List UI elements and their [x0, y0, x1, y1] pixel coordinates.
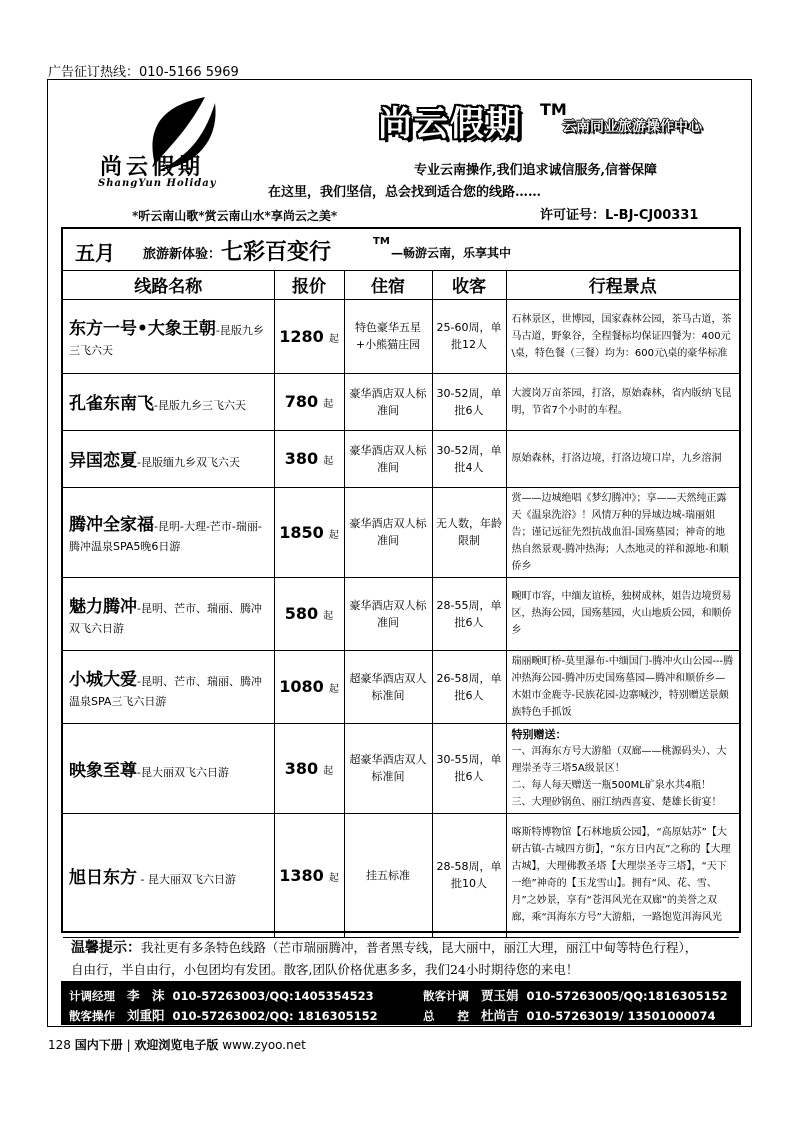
logo-subtitle: ShangYun Holiday — [98, 178, 217, 189]
contact-item — [423, 986, 728, 1004]
table-row — [63, 373, 739, 430]
guests-cell: 30-55周，单批6人 — [432, 723, 506, 813]
route-name-cell — [63, 813, 274, 937]
route-desc: -昆大丽双飞六日游 — [137, 765, 229, 779]
route-desc: -昆明-大理-芒市-瑞丽-腾冲温泉SPA5晚6日游 — [69, 520, 262, 553]
contact-bar — [61, 981, 741, 1025]
price-suffix: 起 — [323, 765, 334, 777]
gift-line: 一、洱海东方号大游船（双廊——桃源码头）、大理崇圣寺三塔5A级景区！ — [511, 745, 727, 774]
sights-cell: 畹町市容，中缅友谊桥，独树成林，姐告边境贸易区，热海公园，国殇墓园，火山地质公园，和顺侨乡 — [506, 577, 739, 650]
guests-cell: 无人数，年龄限制 — [432, 487, 506, 577]
contact-name: 贾玉娟 — [481, 988, 519, 1003]
routes-panel — [61, 227, 741, 933]
banner-tagline: —畅游云南，乐享其中 — [391, 246, 512, 260]
route-name: 旭日东方 — [69, 867, 137, 888]
route-name-cell — [63, 430, 274, 487]
banner-month: 五月 — [75, 241, 115, 265]
price-suffix: 起 — [323, 399, 334, 410]
price-cell — [274, 373, 344, 430]
route-name: 东方一号•大象王朝 — [69, 319, 216, 339]
price-cell — [274, 723, 344, 813]
hotel-cell: 豪华酒店双人标准间 — [344, 430, 432, 487]
table-row — [63, 487, 739, 577]
price-cell — [274, 430, 344, 487]
route-desc: -昆明、芒市、瑞丽、腾冲双飞六日游 — [69, 601, 262, 635]
header-guests: 收客 — [432, 271, 506, 299]
contact-name: 刘重阳 — [127, 1008, 165, 1023]
page-footer: 128 国内下册 | 欢迎浏览电子版 www.zyoo.net — [48, 1038, 306, 1052]
hotel-cell: 豪华酒店双人标准间 — [344, 577, 432, 650]
guests-cell: 30-52周，单批4人 — [432, 430, 506, 487]
slogan-line-1: 专业云南操作,我们追求诚信服务,信誉保障 — [414, 163, 658, 178]
price-cell — [274, 577, 344, 650]
contact-info: 010-57263005/QQ:1816305152 — [526, 989, 728, 1003]
guests-cell: 25-60周，单批12人 — [432, 299, 506, 373]
route-name: 映象至尊 — [69, 760, 137, 781]
route-name-cell — [63, 650, 274, 723]
gift-line: 三、大理砂锅鱼、丽江纳西喜宴、楚雄长街宴！ — [511, 796, 722, 808]
sights-cell: 原始森林，打洛边境，打洛边境口岸，九乡溶洞 — [506, 430, 739, 487]
route-name: 小城大爱 — [69, 669, 137, 690]
price-suffix: 起 — [328, 333, 339, 345]
contact-item — [69, 1006, 378, 1024]
banner-title: 七彩百变行 — [221, 240, 332, 265]
sights-cell: 赏——边城绝唱《梦幻腾冲》；享——天然纯正露天《温泉洗浴》！风情万种的异域边城-瑞丽姐告；谨记远征先烈抗战血泪-国殇墓园；神奇的地热自然景观-腾冲热海；人杰地灵的祥和源地-和顺侨乡 — [506, 487, 739, 577]
table-row — [63, 723, 739, 813]
price-value: 580 — [284, 604, 319, 623]
guests-cell: 26-58周，单批6人 — [432, 650, 506, 723]
price-suffix: 起 — [328, 529, 339, 541]
contact-role: 散客操作 — [69, 1009, 115, 1023]
tip-line-2: 自由行，半自由行，小包团均有发团。散客,团队价格优惠多多，我们24小时期待您的来电！ — [71, 962, 579, 977]
guests-cell: 28-55周，单批6人 — [432, 577, 506, 650]
price-value: 1380 — [279, 865, 324, 885]
route-desc: -昆版九乡三飞六天 — [154, 399, 246, 412]
contact-name: 杜尚吉 — [481, 1008, 519, 1023]
hotel-cell: 豪华酒店双人标准间 — [344, 487, 432, 577]
contact-name: 李 沫 — [127, 988, 165, 1003]
route-desc: -昆版九乡三飞六天 — [69, 324, 264, 357]
route-name-cell — [63, 577, 274, 650]
sights-cell: 喀斯特博物馆【石林地质公园】，“高原姑苏”【大研古镇-古城四方街】，“东方日内瓦”之称的【大理古城】，大理佛教圣塔【大理崇圣寺三塔】，“天下一绝”神奇的【玉龙雪山】。拥有“风、花、雪、月”之妙景，享有“苍洱风光在双廊”的美誉之双廊，乘“洱海东方号”大游船，一路饱览洱海风光 — [506, 813, 739, 937]
tip-line-1: 我社更有多条特色线路（芒市瑞丽腾冲，普者黑专线，昆大丽中，丽江大理，丽江中甸等特色行程）， — [141, 940, 698, 955]
contact-role: 散客计调 — [423, 989, 469, 1003]
price-value: 1280 — [279, 326, 324, 346]
brand-tm: TM — [540, 100, 567, 119]
tip-title: 温馨提示： — [71, 940, 141, 956]
table-row — [63, 650, 739, 723]
section-name: 国内下册 — [74, 1038, 123, 1052]
hotel-cell: 挂五标准 — [344, 813, 432, 937]
route-name-cell — [63, 299, 274, 373]
hotel-cell: 豪华酒店双人标准间 — [344, 373, 432, 430]
price-value: 1080 — [279, 677, 324, 696]
price-cell — [274, 813, 344, 937]
price-value: 380 — [284, 758, 319, 778]
table-row — [63, 299, 739, 373]
route-name-cell — [63, 487, 274, 577]
contact-info: 010-57263003/QQ:1405354523 — [172, 989, 374, 1003]
route-name: 孔雀东南飞 — [69, 394, 154, 414]
contact-info: 010-57263019/ 13501000074 — [526, 1009, 716, 1023]
header-hotel: 住宿 — [344, 271, 432, 299]
brand-title: 尚云假期 — [378, 104, 522, 144]
route-desc: -昆明、芒市、瑞丽、腾冲温泉SPA三飞六日游 — [69, 674, 262, 708]
footer-note: 欢迎浏览电子版 — [134, 1038, 219, 1052]
route-desc: -昆版缅九乡双飞六天 — [137, 456, 240, 469]
sights-cell: 大渡岗万亩茶园，打洛，原始森林，省内版纳飞昆明，节省7个小时的车程。 — [506, 373, 739, 430]
contact-role: 总 控 — [423, 1009, 469, 1023]
guests-cell: 30-52周，单批6人 — [432, 373, 506, 430]
table-header-row — [63, 271, 739, 299]
route-desc: - 昆大丽双飞六日游 — [137, 872, 236, 886]
contact-info: 010-57263002/QQ: 1816305152 — [172, 1009, 378, 1023]
price-suffix: 起 — [323, 611, 334, 622]
brand-subtitle: 云南同业旅游操作中心 — [562, 119, 702, 135]
header-price: 报价 — [274, 271, 344, 299]
route-name-cell — [63, 373, 274, 430]
ad-hotline: 广告征订热线：010-5166 5969 — [48, 65, 239, 80]
slogan-line-2: 在这里，我们坚信，总会找到适合您的线路…… — [268, 185, 542, 200]
motto: *听云南山歌*赏云南山水*享尚云之美* — [132, 209, 338, 223]
header-route: 线路名称 — [63, 271, 274, 299]
hotel-cell: 超豪华酒店双人标准间 — [344, 723, 432, 813]
price-value: 380 — [284, 449, 319, 468]
sights-cell: 瑞丽畹町桥-莫里瀑布-中缅国门-腾冲火山公园---腾冲热海公园-腾冲历史国殇墓园—腾冲和顺侨乡—木姐市金鹿寺-民族花园-边寨喊沙，特别赠送景颇族特色手抓饭 — [506, 650, 739, 723]
route-name-cell — [63, 723, 274, 813]
price-value: 1850 — [279, 522, 324, 542]
price-cell — [274, 487, 344, 577]
price-suffix: 起 — [328, 872, 339, 884]
price-suffix: 起 — [328, 684, 339, 695]
warm-tip — [71, 937, 741, 981]
gift-line: 二、每人每天赠送一瓶500ML矿泉水共4瓶！ — [511, 779, 712, 791]
guests-cell: 28-58周，单批10人 — [432, 813, 506, 937]
route-name: 异国恋夏 — [69, 451, 137, 471]
site-url[interactable]: www.zyoo.net — [222, 1038, 306, 1052]
contact-role: 计调经理 — [69, 989, 115, 1003]
route-name: 魅力腾冲 — [69, 596, 137, 617]
table-row — [63, 430, 739, 487]
month-banner — [63, 229, 739, 271]
table-row — [63, 577, 739, 650]
table-row — [63, 813, 739, 937]
hotel-cell: 特色豪华五星+小熊猫庄园 — [344, 299, 432, 373]
sights-cell: 石林景区，世博园，国家森林公园，茶马古道，茶马古道，野象谷，全程餐标均保证四餐为：400元\桌，特色餐（三餐）均为：600元\桌的豪华标准 — [506, 299, 739, 373]
license-number: 许可证号：L-BJ-CJ00331 — [540, 208, 699, 223]
hotel-cell: 超豪华酒店双人标准间 — [344, 650, 432, 723]
banner-label: 旅游新体验： — [143, 247, 222, 262]
contact-item — [69, 986, 374, 1004]
logo-text: 尚云假期 — [100, 154, 205, 180]
route-name: 腾冲全家福 — [69, 515, 154, 535]
gift-title: 特别赠送： — [511, 727, 567, 741]
contact-item — [423, 1006, 716, 1024]
price-suffix: 起 — [323, 456, 334, 467]
routes-table — [63, 271, 739, 938]
sights-cell — [506, 723, 739, 813]
page-number: 128 — [48, 1038, 71, 1052]
price-cell — [274, 299, 344, 373]
price-cell — [274, 650, 344, 723]
banner-tm: TM — [373, 236, 390, 247]
header-sights: 行程景点 — [506, 271, 739, 299]
price-value: 780 — [284, 392, 319, 411]
